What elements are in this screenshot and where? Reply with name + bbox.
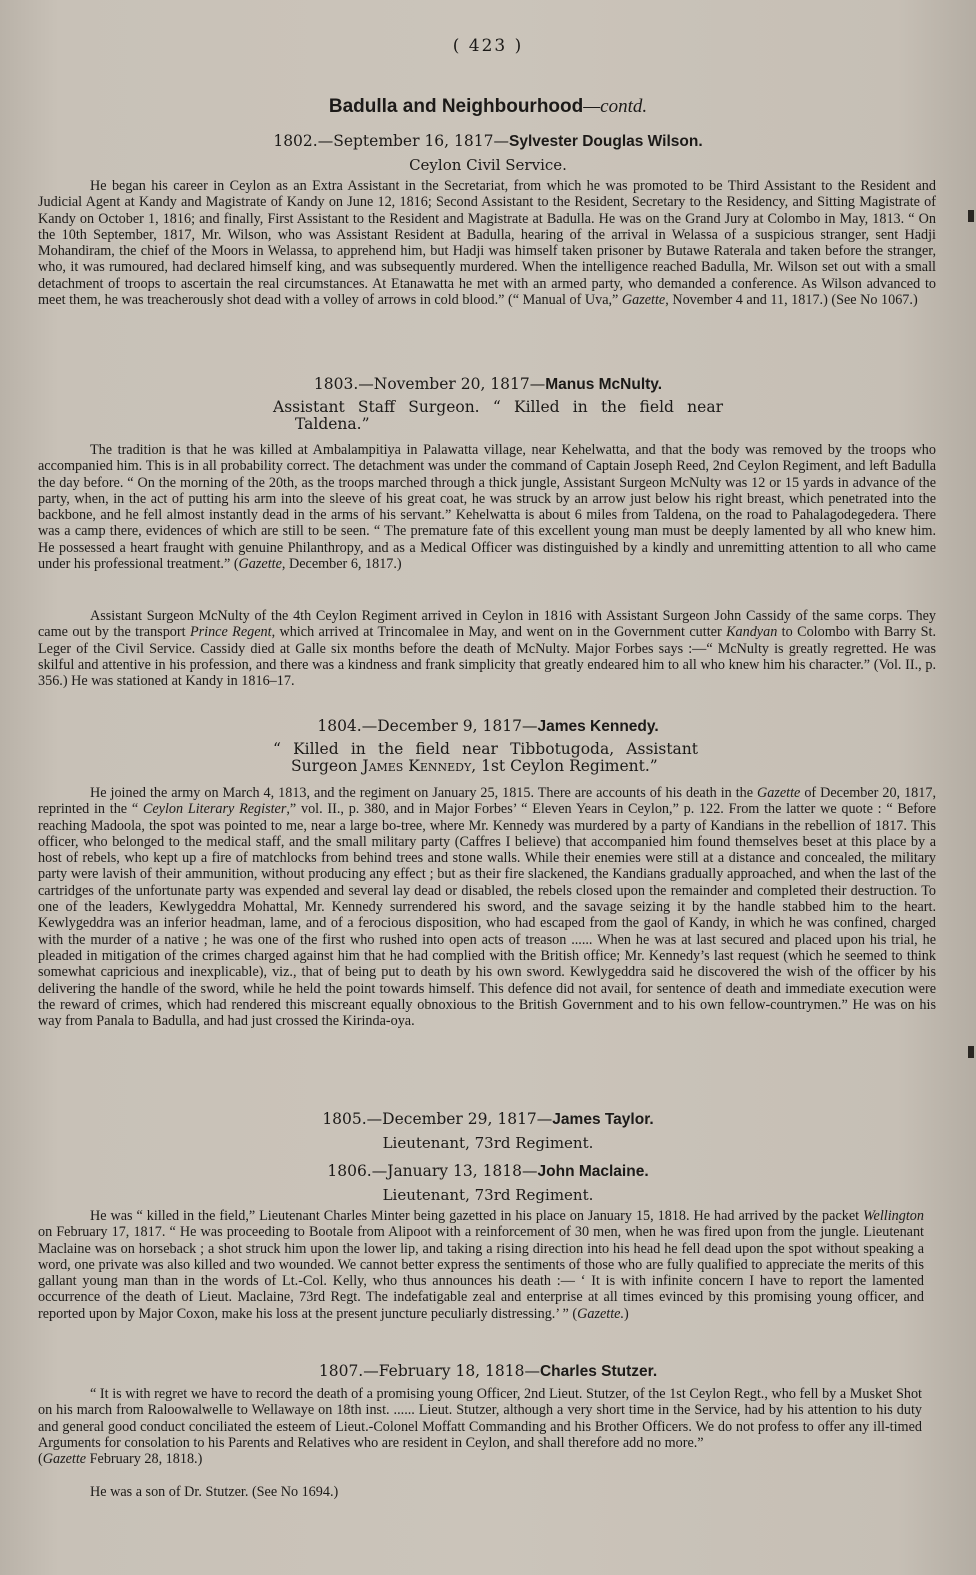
body-text: He joined the army on March 4, 1813, and the regiment on January 25, 1815. There are accounts of his death in the: [90, 785, 758, 801]
margin-mark: [968, 210, 974, 222]
subheading-text: Surgeon: [291, 757, 363, 775]
entry-name: Sylvester Douglas Wilson.: [508, 133, 703, 150]
citation-rest: , November 4 and 11, 1817.) (See No 1067.): [665, 292, 918, 309]
entry-1804-body: [38, 785, 936, 1029]
entry-1806-body: [38, 1208, 924, 1322]
entry-1804-heading: [0, 717, 976, 736]
entry-name: Charles Stutzer.: [539, 1363, 658, 1380]
ship-name: Kandyan: [726, 624, 778, 641]
entry-1806-heading: [0, 1162, 976, 1181]
body-text: Assistant Surgeon McNulty of the 4th Ceylon Regiment arrived in Ceylon in 1816 with Assistant Surgeon John Cassidy of the same corps. They came out by the transport: [38, 608, 936, 641]
entry-1803-body-1: The tradition is that he was killed at Ambalampitiya in Palawatta village, near Kehelwatta, and that the body was removed by the troops who accompanied him. This is in all probability correct. The detachment was under the command of Captain Joseph Reed, 2nd Ceylon Regiment, and left Badulla the day before. “ On the morning of the 20th, as the troops marched through a thick jungle, Assistant Surgeon McNulty was 12 or 15 yards in advance of the party, when, in the act of putting his arm into the sleeve of his great coat, he was struck by an arrow just below his right breast, which penetrated into the backbone, and he fell almost instantly dead in the arms of his servant.” Kehelwatta is about 6 miles from Taldena, on the road to Pahalagodegedera. There was a camp there, evidences of which are still to be seen. “ The premature fate of this excellent young man must be deeply lamented by all who knew him. He possessed a heart fraught with genuine Philanthropy, and as a Medical Officer was distinguished by a kindly and unremitting attention to all who came under his professional treatment.” (Gazette, December 6, 1817.): [38, 442, 936, 573]
citation-rest: February 28, 1818.): [86, 1451, 203, 1468]
citation-source: Gazette: [757, 785, 801, 801]
title-contd: —contd.: [583, 96, 648, 117]
body-text: He began his career in Ceylon as an Extra Assistant in the Secretariat, from which he was promoted to be Third Assistant to the Resident and Judicial Agent at Kandy and Magistrate of Kandy on June 12, 1816; Second Assistant to the Resident, Secretary to the Residency, and Sitting Magistrate of Kandy on October 1, 1816; and finally, First Assistant to the Resident and Magistrate at Badulla. He was on the Grand Jury at Colombo in May, 1813. “ On the 10th September, 1817, Mr. Wilson, who was Assistant Resident at Badulla, hearing of the arrival in Welassa of a suspicious stranger, sent Hadji Mohandiram, the chief of the Moors in Welassa, to apprehend him, but Hadji was himself taken prisoner by Butawe Raterala and taken before the stranger, who, it was rumoured, had declared himself king, and was subsequently murdered. When the intelligence reached Badulla, Mr. Wilson set out with a small detachment of troops to ascertain the real circumstances. At Etanawatta he met with an armed party, who demanded a conference. As Wilson advanced to meet them, he was treacherously shot dead with a volley of arrows in cold blood.”: [38, 178, 936, 309]
body-text: ,” vol. II., p. 380, and in Major Forbes’ “ Eleven Years in Ceylon,” p. 122. From the latter we quote : “ Before reaching Madoola, the spot was pointed to me, near a large bo-tree, where Mr. Kennedy was murdered by a party of Kandians in the rebellion of 1817. This officer, who belonged to the medical staff, and the small military party (Caffres I believe) that accompanied him found themselves beset at this place by a host of rebels, who kept up a fire of matchlocks from behind trees and stone walls. While their enemies were still at a distance and concealed, the military party were lavish of their ammunition, without producing any effect ; but as their fire slackened, the Kandians gradually approached, and when the last of the cartridges of the unfortunate party was expended and several lay dead or disabled, the rebels closed upon the remainder and completed their destruction. To one of the leaders, Kewlygeddra Mohattal, Mr. Kennedy surrendered his sword, and the savage seizing it by the handle stabbed him to the heart. Kewlygeddra was an inferior headman, lame, and of a ferocious disposition, who had escaped from the gaol of Kandy, in which he was confined, charged with the murder of a native ; he was one of the first who rushed into open acts of treason ...... When he was at last secured and placed upon his trial, he pleaded in mitigation of the crimes charged against him that he had complied with the British office; Mr. Kennedy’s last request (which he seemed to think somewhat capricious and inexplicable), viz., that of being put to death by his own sword. Kewlygeddra said he discovered the wish of the officer by his delivering the handle of the sword, while he held the point towards himself. This defence did not avail, for sentence of death and immediate execution were the reward of crimes, which had rendered this miscreant equally obnoxious to the British Government and to his own fellow-countrymen.” He was on his way from Panala to Badulla, and had just crossed the Kirinda-oya.: [38, 801, 936, 1030]
entry-1803-heading: [0, 375, 976, 394]
body-text: , which arrived at Trincomalee in May, and went on in the Government cutter: [271, 624, 727, 641]
entry-1803-subheading: [273, 399, 723, 433]
citation: (“ Manual of Uva,”: [508, 292, 622, 309]
entry-1807-body: “ It is with regret we have to record the death of a promising young Officer, 2nd Lieut. Stutzer, of the 1st Ceylon Regt., who fell by a Musket Shot on his march from Raloowalwelle to Wellawaye on 18th inst. ...... Lieut. Stutzer, although a very short time in the Service, had by his attention to his duty and general good conduct conciliated the esteem of Lieut.-Colonel Moffatt Commanding and his Brother Officers. We do not profess to offer any ill-timed Arguments for consolation to his Parents and Relatives who are resident in Ceylon, and shall therefore add no more.” (Gazette February 28, 1818.): [38, 1386, 922, 1468]
entry-1802-subheading: Ceylon Civil Service.: [409, 156, 567, 174]
body-text: The tradition is that he was killed at Ambalampitiya in Palawatta village, near Kehelwatta, and that the body was removed by the troops who accompanied him. This is in all probability correct. The detachment was under the command of Captain Joseph Reed, 2nd Ceylon Regiment, and left Badulla the day before. “ On the morning of the 20th, as the troops marched through a thick jungle, Assistant Surgeon McNulty was 12 or 15 yards in advance of the party, when, in the act of putting his arm into the sleeve of his great coat, he was struck by an arrow just below his right breast, which penetrated into the backbone, and he fell almost instantly dead in the arms of his servant.” Kehelwatta is about 6 miles from Taldena, on the road to Pahalagodegedera. There was a camp there, evidences of which are still to be seen. “ The premature fate of this excellent young man must be deeply lamented by all who knew him. He possessed a heart fraught with genuine Philanthropy, and as a Medical Officer was distinguished by a kindly and unremitting attention to all who came under his professional treatment.”: [38, 442, 936, 573]
body-text: “ It is with regret we have to record the death of a promising young Officer, 2nd Lieut. Stutzer, of the 1st Ceylon Regt., who fell by a Musket Shot on his march from Raloowalwelle to Wellawaye on 18th inst. ...... Lieut. Stutzer, although a very short time in the Service, had by his attention to his duty and general good conduct conciliated the esteem of Lieut.-Colonel Moffatt Commanding and his Brother Officers. We do not profess to offer any ill-timed Arguments for consolation to his Parents and Relatives who are resident in Ceylon, and shall therefore add no more.”: [38, 1386, 922, 1451]
body-text: on February 17, 1817. “ He was proceeding to Bootale from Alipoot with a reinforcement of 30 men, when he was fired upon from the jungle. Lieutenant Maclaine was on horseback ; a shot struck him upon the lower lip, and taking a rising direction into his head he fell dead upon the spot without speaking a word, one private was also killed and two wounded. We cannot better express the sentiments of those who are fully qualified to appreciate the merits of this gallant young man than in the words of Lt.-Col. Kelly, who thus announces his death :— ‘ It is with infinite concern I have to report the lamented occurrence of the death of Lieut. Maclaine, 73rd Regt. The indefatigable zeal and enterprise at all times evinced by this promising young officer, and reported upon by Major Coxon, make his loss at the present juncture peculiarly distressing.’ ” (: [38, 1224, 924, 1322]
subheading-line: Taldena.”: [295, 415, 370, 433]
entry-number-date: 1802.—September 16, 1817—: [273, 132, 509, 150]
body-text: of December 20, 1817, reprinted in the “: [38, 785, 936, 818]
subheading-name: James Kennedy: [362, 757, 472, 775]
entry-number-date: 1806.—January 13, 1818—: [327, 1162, 538, 1180]
body-text: He was “ killed in the field,” Lieutenant Charles Minter being gazetted in his place on January 15, 1818. He had arrived by the packet: [90, 1208, 864, 1224]
body-text: ): [624, 1305, 629, 1322]
citation-source: Gazette.: [577, 1305, 625, 1322]
entry-1802-heading: [0, 132, 976, 151]
entry-1804-subheading: [273, 741, 698, 775]
entry-1807-note: He was a son of Dr. Stutzer. (See No 1694.): [90, 1484, 339, 1500]
margin-mark: [968, 1046, 974, 1058]
entry-number-date: 1807.—February 18, 1818—: [318, 1362, 540, 1380]
citation-rest: , December 6, 1817.): [281, 556, 402, 573]
citation-source: Gazette: [621, 292, 666, 309]
citation-source: Gazette: [238, 556, 282, 573]
entry-name: James Taylor.: [552, 1111, 654, 1128]
title-main: Badulla and Neighbourhood: [328, 96, 584, 117]
subheading-line: “ Killed in the field near Tibbotugoda, Assistant: [273, 740, 698, 758]
entry-name: James Kennedy.: [537, 718, 659, 735]
subheading-text: , 1st Ceylon Regiment.”: [471, 757, 658, 775]
subheading-line: Assistant Staff Surgeon. “ Killed in the field near: [273, 398, 723, 416]
entry-name: John Maclaine.: [537, 1163, 649, 1180]
entry-number-date: 1804.—December 9, 1817—: [317, 717, 538, 735]
entry-1802-body: [38, 178, 936, 308]
citation-source: Ceylon Literary Register: [142, 801, 287, 818]
ship-name: Wellington: [863, 1208, 924, 1224]
citation-source: Gazette: [42, 1451, 87, 1468]
entry-number-date: 1803.—November 20, 1817—: [313, 375, 546, 393]
entry-1807-heading: [0, 1362, 976, 1381]
entry-1805-subheading: Lieutenant, 73rd Regiment.: [382, 1134, 594, 1152]
page-number: ( 423 ): [452, 36, 524, 56]
entry-1803-body-2: [38, 608, 936, 689]
ship-name: Prince Regent: [189, 624, 272, 641]
subheading-line: [273, 758, 698, 775]
body-text: to Colombo with Barry St. Leger of the Civil Service. Cassidy died at Galle six months before the death of McNulty. Major Forbes says :—“ McNulty is greatly regretted. He was skilful and attentive in his profession, and there was a kindness and frank simplicity that greatly endeared him to all who knew him his character.” (Vol. II., p. 356.) He was stationed at Kandy in 1816–17.: [38, 624, 936, 690]
entry-1805-heading: [0, 1110, 976, 1129]
entry-number-date: 1805.—December 29, 1817—: [322, 1110, 553, 1128]
page-title: [0, 96, 976, 118]
entry-name: Manus McNulty.: [545, 376, 663, 393]
entry-1806-subheading: Lieutenant, 73rd Regiment.: [382, 1186, 594, 1204]
